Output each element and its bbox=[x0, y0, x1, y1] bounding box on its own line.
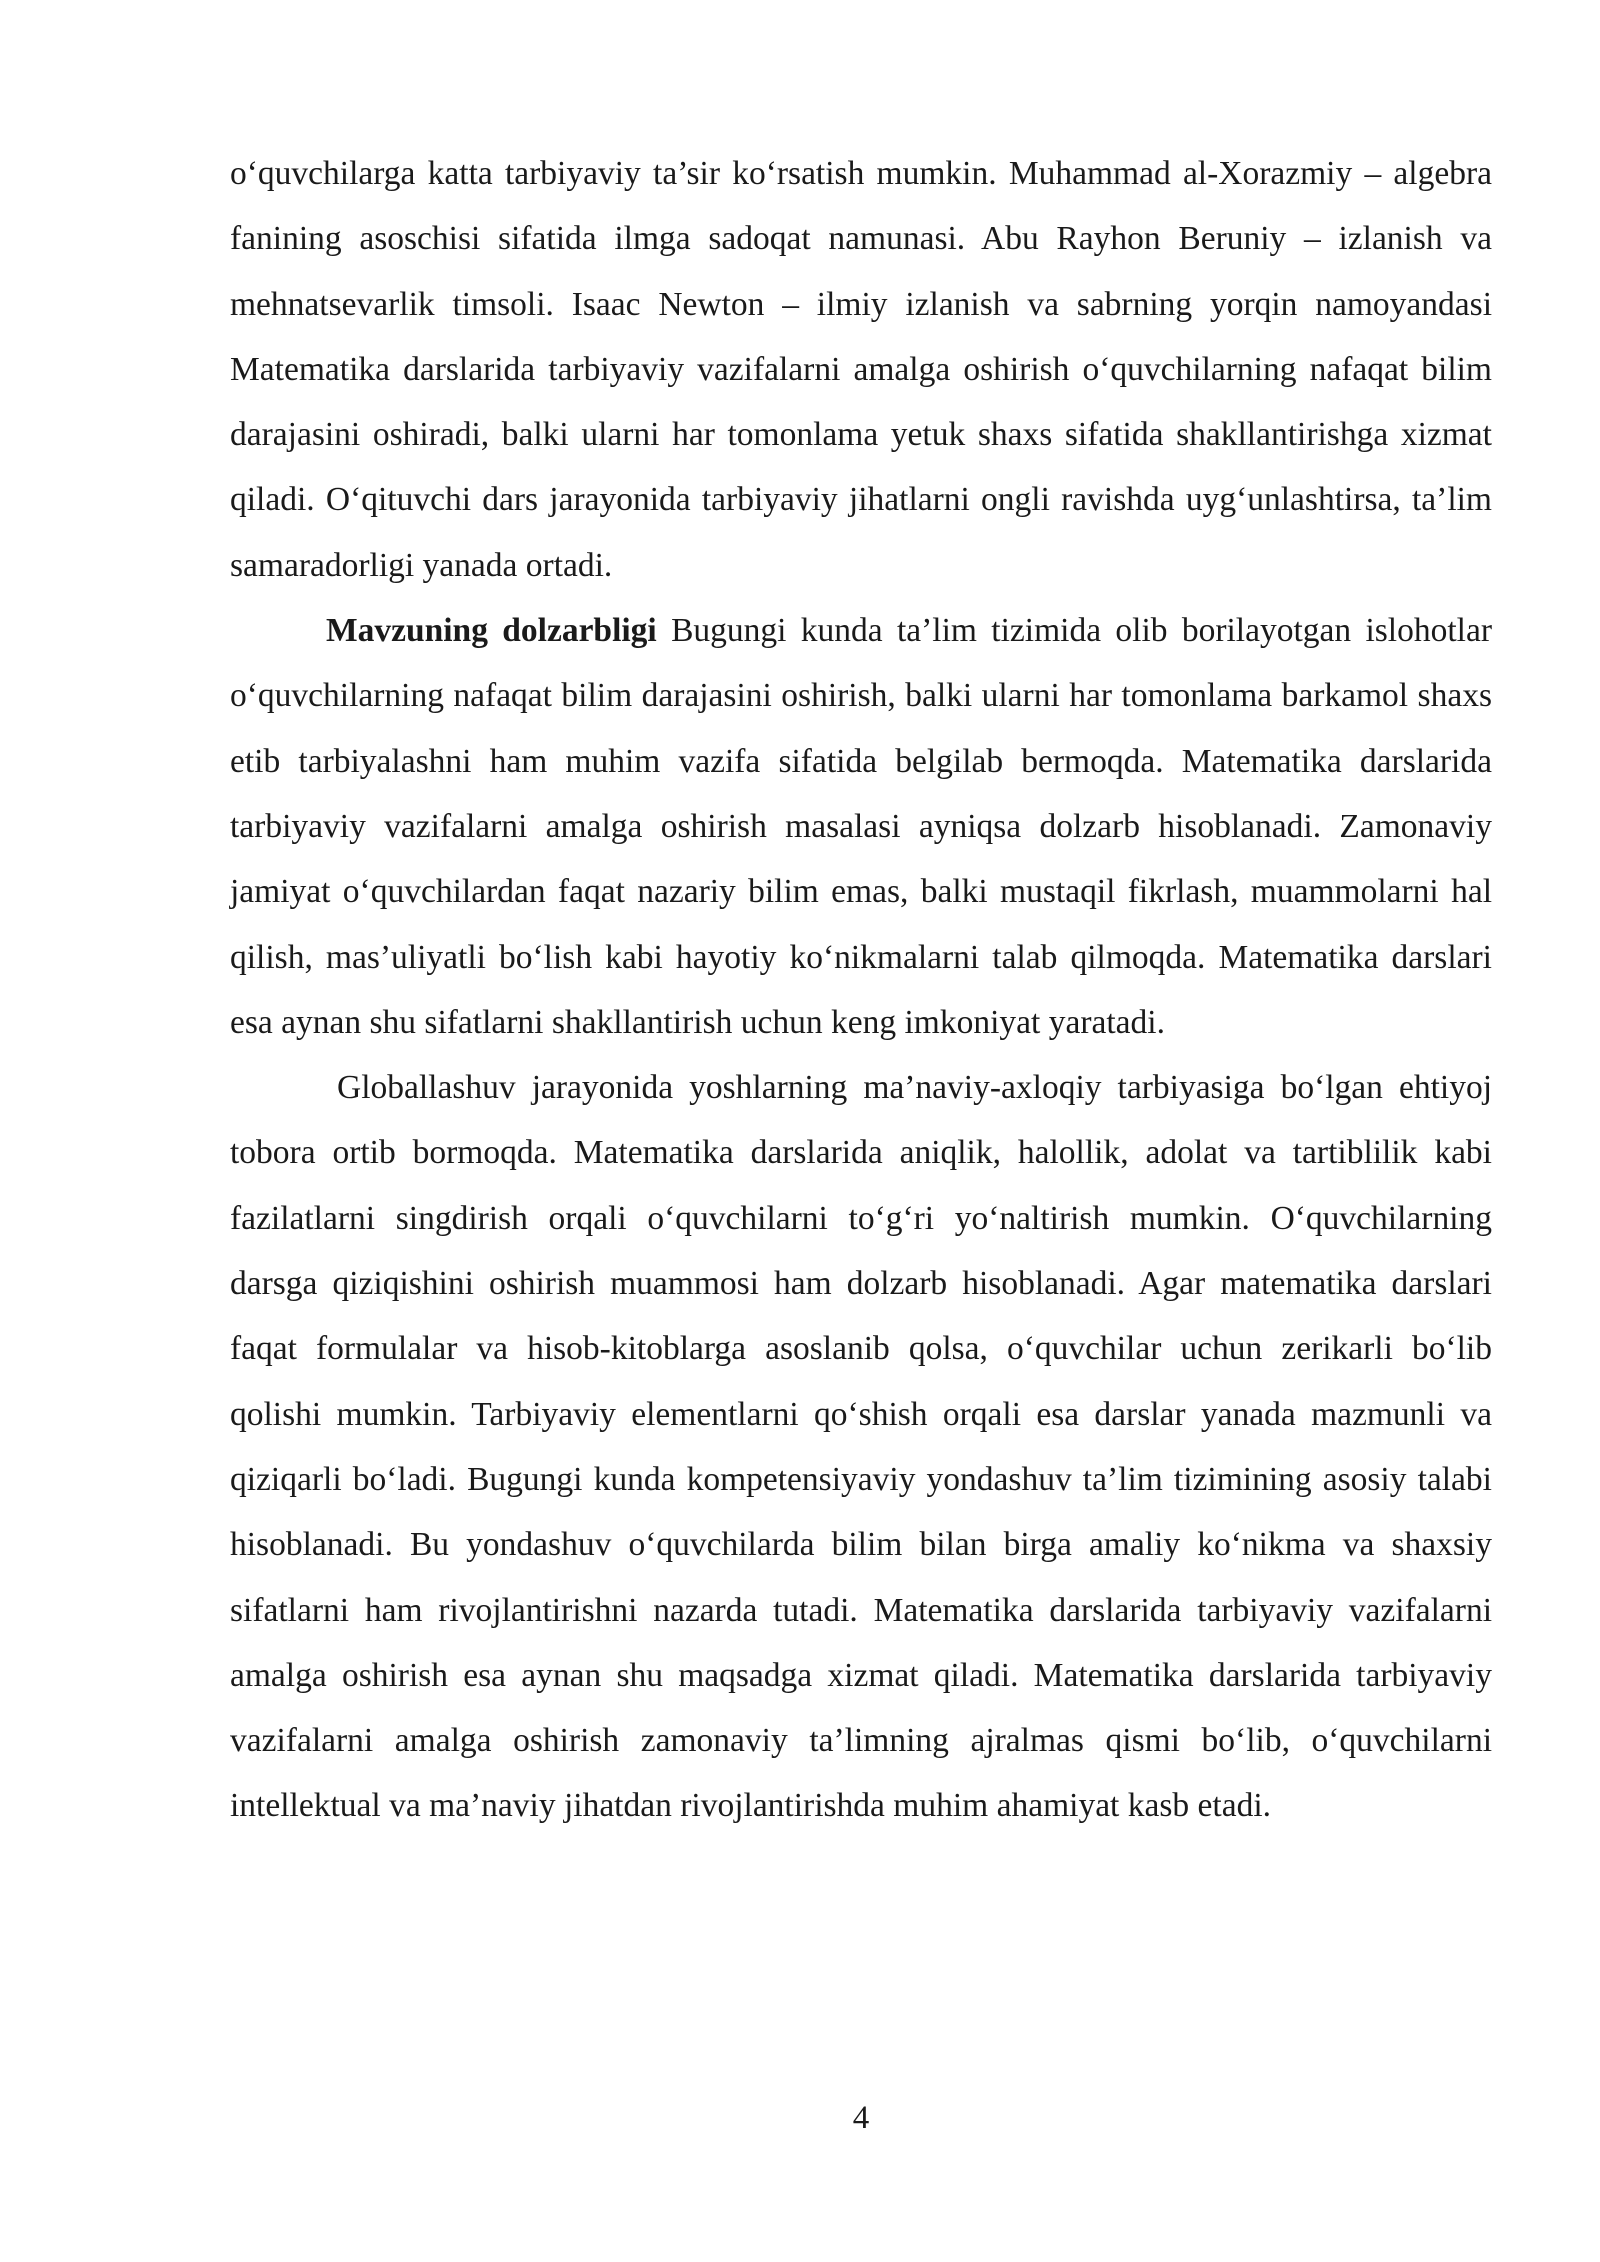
body-text bbox=[230, 141, 1492, 1839]
paragraph-2 bbox=[230, 598, 1492, 1055]
paragraph-2-text: Bugungi kunda ta’lim tizimida olib borilayotgan islohotlar o‘quvchilarning nafaqat bilim darajasini oshirish, balki ularni har tomonlama barkamol shaxs etib tarbiyalashni ham muhim vazifa sifatida belgilab bermoqda. Matematika darslarida tarbiyaviy vazifalarni amalga oshirish masalasi ayniqsa dolzarb hisoblanadi. Zamonaviy jamiyat o‘quvchilardan faqat nazariy bilim emas, balki mustaqil fikrlash, muammolarni hal qilish, mas’uliyatli bo‘lish kabi hayotiy ko‘nikmalarni talab qilmoqda. Matematika darslari esa aynan shu sifatlarni shakllantirish uchun keng imkoniyat yaratadi. bbox=[230, 612, 1492, 1041]
paragraph-1 bbox=[230, 141, 1492, 598]
paragraph-3 bbox=[230, 1055, 1492, 1839]
page-number: 4 bbox=[852, 2100, 870, 2136]
paragraph-1-text: o‘quvchilarga katta tarbiyaviy ta’sir ko‘rsatish mumkin. Muhammad al-Xorazmiy – algebra fanining asoschisi sifatida ilmga sadoqat namunasi. Abu Rayhon Beruniy – izlanish va mehnatsevarlik timsoli. Isaac Newton – ilmiy izlanish va sabrning yorqin namoyandasi Matematika darslarida tarbiyaviy vazifalarni amalga oshirish o‘quvchilarning nafaqat bilim darajasini oshiradi, balki ularni har tomonlama yetuk shaxs sifatida shakllantirishga xizmat qiladi. O‘qituvchi dars jarayonida tarbiyaviy jihatlarni ongli ravishda uyg‘unlashtirsa, ta’lim samaradorligi yanada ortadi. bbox=[230, 155, 1492, 584]
paragraph-3-text: Globallashuv jarayonida yoshlarning ma’naviy-axloqiy tarbiyasiga bo‘lgan ehtiyoj tobora ortib bormoqda. Matematika darslarida aniqlik, halollik, adolat va tartiblilik kabi fazilatlarni singdirish orqali o‘quvchilarni to‘g‘ri yo‘naltirish mumkin. O‘quvchilarning darsga qiziqishini oshirish muammosi ham dolzarb hisoblanadi. Agar matematika darslari faqat formulalar va hisob-kitoblarga asoslanib qolsa, o‘quvchilar uchun zerikarli bo‘lib qolishi mumkin. Tarbiyaviy elementlarni qo‘shish orqali esa darslar yanada mazmunli va qiziqarli bo‘ladi. Bugungi kunda kompetensiyaviy yondashuv ta’lim tizimining asosiy talabi hisoblanadi. Bu yondashuv o‘quvchilarda bilim bilan birga amaliy ko‘nikma va shaxsiy sifatlarni ham rivojlantirishni nazarda tutadi. Matematika darslarida tarbiyaviy vazifalarni amalga oshirish esa aynan shu maqsadga xizmat qiladi. Matematika darslarida tarbiyaviy vazifalarni amalga oshirish zamonaviy ta’limning ajralmas qismi bo‘lib, o‘quvchilarni intellektual va ma’naviy jihatdan rivojlantirishda muhim ahamiyat kasb etadi. bbox=[230, 1069, 1492, 1825]
section-heading-relevance: Mavzuning dolzarbligi bbox=[326, 612, 657, 650]
